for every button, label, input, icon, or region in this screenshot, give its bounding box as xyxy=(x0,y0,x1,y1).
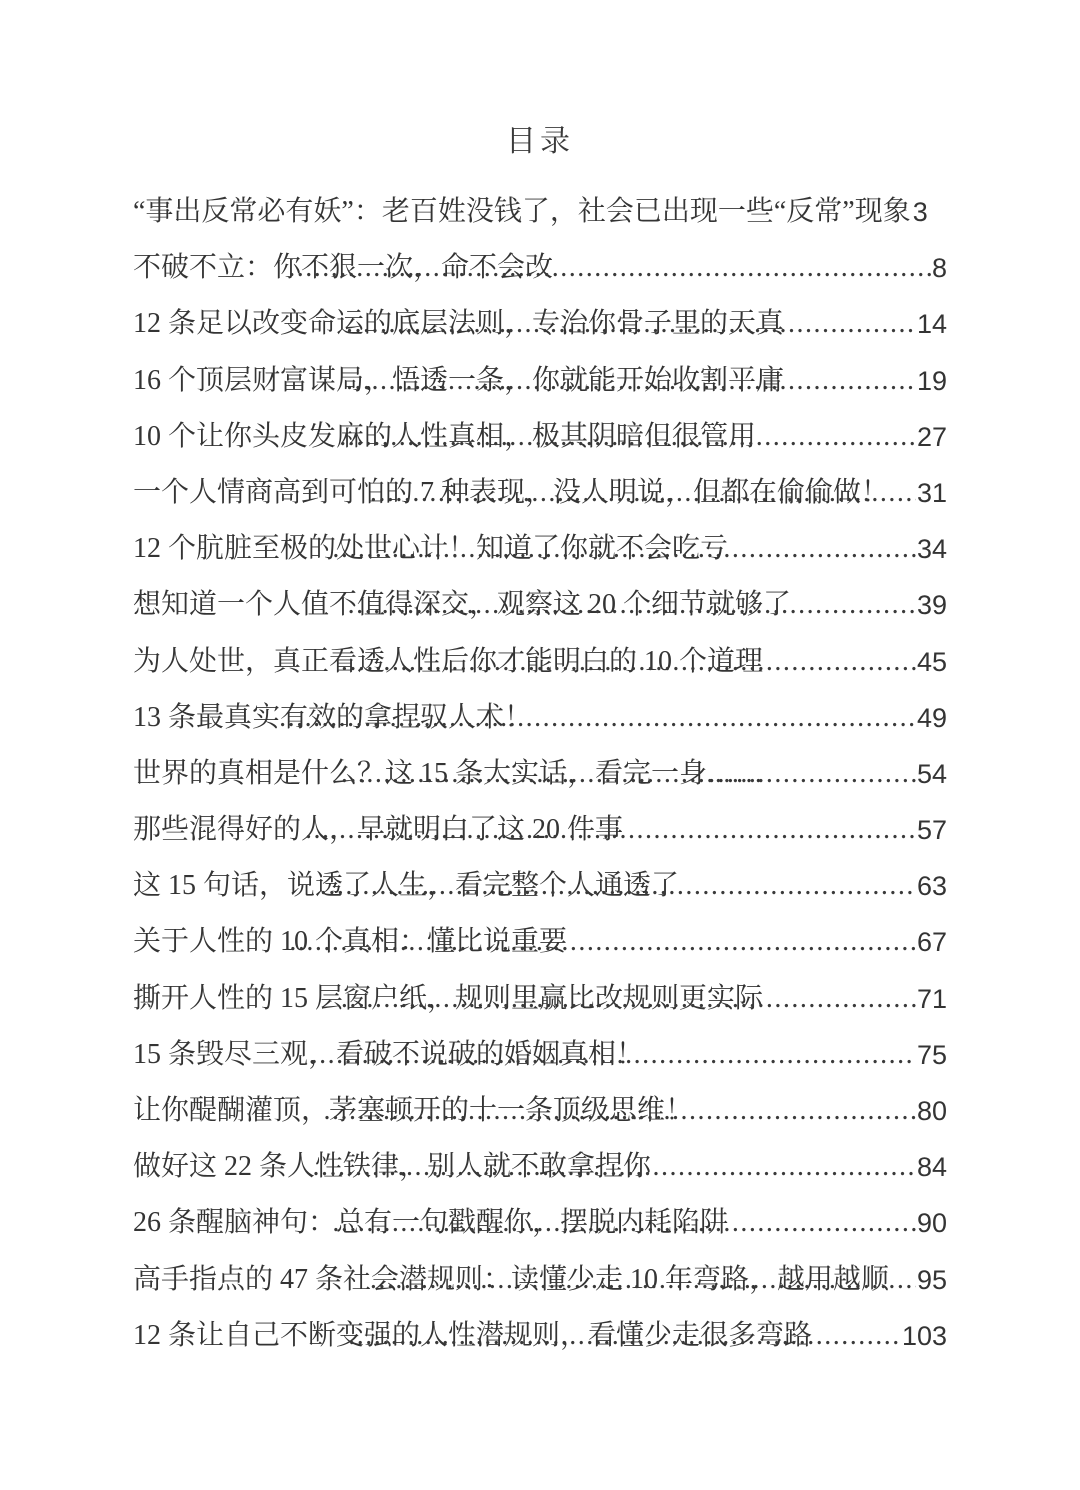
toc-entry xyxy=(133,409,947,465)
toc-leader-dots xyxy=(346,296,916,352)
toc-entry xyxy=(133,353,947,409)
toc-page-number: 27 xyxy=(916,421,947,452)
toc-entry xyxy=(133,1252,947,1308)
toc-entry-title: 一个人情商高到可怕的 7 种表现，没人明说，但都在偷偷做！ xyxy=(133,476,890,508)
toc-leader-dots xyxy=(370,1252,916,1308)
toc-page-number: 31 xyxy=(916,477,947,508)
toc-page-number: 49 xyxy=(916,702,947,733)
toc-entry xyxy=(133,858,947,914)
toc-entry-title: 这 15 句话，说透了人生，看完整个人通透了 xyxy=(133,870,680,902)
toc-page-number: 39 xyxy=(916,590,947,621)
toc-page-number: 71 xyxy=(916,983,947,1014)
toc-entry-title: 26 条醒脑神句：总有一句戳醒你，摆脱内耗陷阱 xyxy=(133,1207,729,1239)
toc-leader-dots xyxy=(346,353,916,409)
toc-page-number: 45 xyxy=(916,646,947,677)
toc-leader-dots xyxy=(288,240,931,296)
toc-entry-title: 世界的真相是什么？这 15 条大实话，看完一身…… xyxy=(133,757,764,789)
toc-entry-title: 13 条最真实有效的拿捏驭人术！ xyxy=(133,701,533,733)
toc-page-number: 57 xyxy=(916,815,947,846)
toc-leader-dots xyxy=(323,1083,915,1139)
toc-leader-dots xyxy=(332,521,916,577)
toc-leader-dots xyxy=(311,1027,916,1083)
toc-leader-dots xyxy=(370,465,916,521)
toc-page-number: 54 xyxy=(916,758,947,789)
toc-entry-title: 高手指点的 47 条社会潜规则：读懂少走 10 年弯路，越用越顺 xyxy=(133,1263,890,1295)
toc-page-number: 90 xyxy=(916,1208,947,1239)
toc-leader-dots xyxy=(348,1308,901,1364)
toc-entry xyxy=(133,746,947,802)
toc-page-number: 14 xyxy=(916,309,947,340)
toc-entry xyxy=(133,1027,947,1083)
toc-entry xyxy=(133,1195,947,1251)
toc-entry xyxy=(133,634,947,690)
toc-entry-title: 12 条足以改变命运的底层法则，专治你骨子里的天真 xyxy=(133,308,785,340)
toc-entry-title: 想知道一个人值不值得深交，观察这 20 个细节就够了 xyxy=(133,589,792,621)
toc-leader-dots xyxy=(289,914,916,970)
toc-entry xyxy=(133,240,947,296)
toc-entry-title: 不破不立：你不狠一次，命不会改 xyxy=(133,252,554,284)
toc-entry xyxy=(133,521,947,577)
toc-entry xyxy=(133,296,947,352)
toc-page-number: 19 xyxy=(916,365,947,396)
toc-page-number: 103 xyxy=(901,1320,947,1351)
toc-entry-title: 12 个肮脏至极的处世心计！知道了你就不会吃亏 xyxy=(133,533,729,565)
toc-entry-title: 15 条毁尽三观，看破不说破的婚姻真相！ xyxy=(133,1038,645,1070)
toc-entry-title: 关于人性的 10 个真相：懂比说重要 xyxy=(133,926,568,958)
toc-leader-dots xyxy=(348,577,916,633)
toc-page-number: 3 xyxy=(912,197,928,227)
toc-entry xyxy=(133,577,947,633)
toc-entry xyxy=(133,914,947,970)
toc-leader-dots xyxy=(341,634,916,690)
toc-page-number: 63 xyxy=(916,871,947,902)
toc-page-number: 67 xyxy=(916,927,947,958)
toc-leader-dots xyxy=(332,1195,916,1251)
toc-page-number: 95 xyxy=(916,1264,947,1295)
toc-leader-dots xyxy=(341,971,916,1027)
toc-entry-title: 12 条让自己不断变强的人性潜规则，看懂少走很多弯路 xyxy=(133,1319,813,1351)
toc-entry xyxy=(133,802,947,858)
toc-leader-dots xyxy=(279,690,916,746)
toc-leader-dots xyxy=(341,746,916,802)
toc-entry-title: 那些混得好的人，早就明白了这 20 件事 xyxy=(133,814,624,846)
page-title: 目录 xyxy=(506,125,574,158)
toc-leader-dots xyxy=(313,1139,916,1195)
toc-page-number: 84 xyxy=(916,1152,947,1183)
toc-entry-title: 做好这 22 条人性铁律，别人就不敢拿捏你 xyxy=(133,1151,652,1183)
toc-page-number: 80 xyxy=(916,1096,947,1126)
toc-entry-title: “事出反常必有妖”：老百姓没钱了，社会已出现一些“反常”现象 xyxy=(133,196,911,227)
toc-list xyxy=(133,184,947,1364)
toc-entry xyxy=(133,465,947,521)
toc-entry xyxy=(133,1083,947,1139)
toc-page-number: 75 xyxy=(916,1039,947,1070)
toc-leader-dots xyxy=(320,858,916,914)
toc-entry xyxy=(133,1139,947,1195)
toc-entry xyxy=(133,184,947,240)
toc-page-number: 8 xyxy=(931,253,947,284)
toc-entry xyxy=(133,971,947,1027)
toc-entry-title: 撕开人性的 15 层窗户纸，规则里赢比改规则更实际 xyxy=(133,982,764,1014)
toc-entry-title: 为人处世，真正看透人性后你才能明白的 10 个道理 xyxy=(133,645,764,677)
toc-entry-title: 让你醍醐灌顶，茅塞顿开的十一条顶级思维！ xyxy=(133,1095,694,1126)
toc-leader-dots xyxy=(339,409,916,465)
toc-entry-title: 10 个让你头皮发麻的人性真相，极其阴暗但很管用 xyxy=(133,420,757,452)
toc-entry xyxy=(133,1308,947,1364)
toc-entry xyxy=(133,690,947,746)
toc-leader-dots xyxy=(305,802,916,858)
toc-entry-title: 16 个顶层财富谋局，悟透一条，你就能开始收割平庸 xyxy=(133,364,785,396)
toc-page-number: 34 xyxy=(916,534,947,565)
